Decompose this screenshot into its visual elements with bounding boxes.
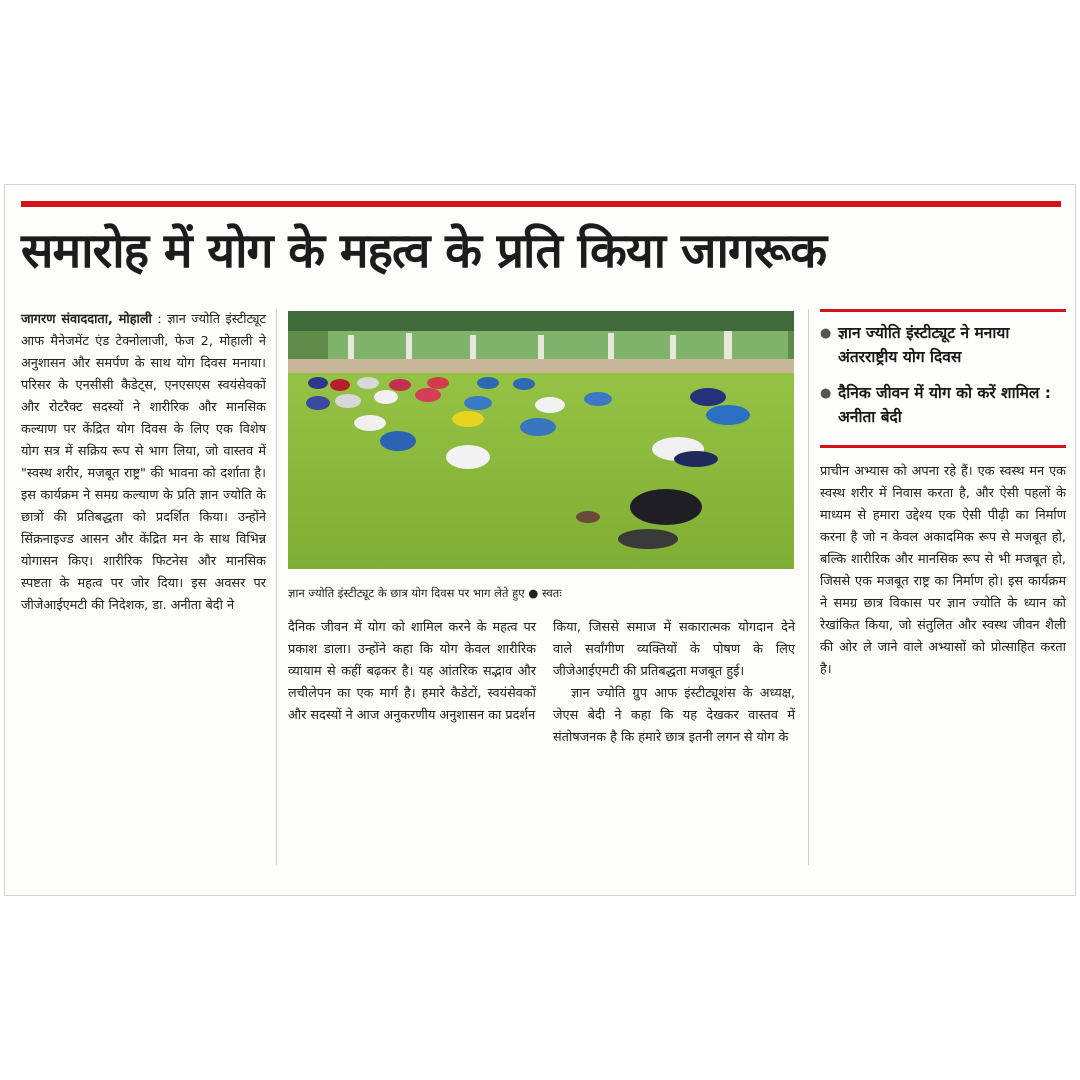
highlight-box-bottom-rule xyxy=(820,445,1066,448)
column-1-text: : ज्ञान ज्योति इंस्टीट्यूट आफ मैनेजमेंट एंड टेक्नोलाजी, फेज 2, मोहाली ने अनुशासन और समर्पण के साथ योग दिवस मनाया। परिसर के एनसीसी कैडेट्स, एनएसएस स्वयंसेवकों और रोटरैक्ट सदस्यों ने शारीरिक और मानसिक कल्याण पर केंद्रित योग दिवस के लिए एक विशेष योग सत्र में सक्रिय रूप से भाग लिया, जो वास्तव में "स्वस्थ शरीर, मजबूत राष्ट्र" की भावना को दर्शाता है। इस कार्यक्रम ने समग्र कल्याण के प्रति ज्ञान ज्योति के छात्रों की प्रतिबद्धता को प्रदर्शित किया। उन्होंने सिंक्रनाइज्ड आसन और केंद्रित मन के साथ विभिन्न योगासन किए। शारीरिक फिटनेस और मानसिक स्पष्टता के महत्व पर जोर दिया। इस अवसर पर जीजेआईएमटी की निदेशक, डा. अनीता बेदी ने xyxy=(21,312,266,613)
article-column-3 xyxy=(553,617,795,867)
highlight-item-1 xyxy=(820,321,1066,369)
headline: समारोह में योग के महत्व के प्रति किया जागरूक xyxy=(21,223,827,279)
column-3-paragraph-1: किया, जिससे समाज में सकारात्मक योगदान देने वाले सर्वांगीण व्यक्तियों के पोषण के लिए जीजेआईएमटी की प्रतिबद्धता मजबूत हुई। xyxy=(553,620,795,679)
highlight-item-2 xyxy=(820,381,1066,429)
byline: जागरण संवाददाता, मोहाली xyxy=(21,312,152,327)
bullet-icon: ● xyxy=(820,386,832,401)
highlight-1-text: ज्ञान ज्योति इंस्टीट्यूट ने मनाया अंतरराष्ट्रीय योग दिवस xyxy=(838,324,1010,366)
photo-caption: ज्ञान ज्योति इंस्टीट्यूट के छात्र योग दिवस पर भाग लेते हुए ● स्वतः xyxy=(288,586,562,600)
highlight-box-top-rule xyxy=(820,309,1066,312)
article-column-4 xyxy=(820,461,1066,861)
column-divider-right xyxy=(808,309,809,865)
bullet-icon: ● xyxy=(820,326,832,341)
article-column-1 xyxy=(21,309,266,869)
yoga-session-photo xyxy=(288,311,794,569)
top-red-rule xyxy=(21,201,1061,207)
yoga-photo-illustration xyxy=(288,311,794,569)
column-4-text: प्राचीन अभ्यास को अपना रहे हैं। एक स्वस्थ मन एक स्वस्थ शरीर में निवास करता है, और ऐसी पहलों के माध्यम से हमारा उद्देश्य एक ऐसी पीढ़ी का निर्माण करना है जो न केवल अकादमिक रूप से मजबूत हो, बल्कि शारीरिक और मानसिक रूप से भी मजबूत हो, जिससे एक मजबूत राष्ट्र का निर्माण हो। इस कार्यक्रम ने समग्र छात्र विकास पर ज्ञान ज्योति के ध्यान को रेखांकित किया, जो संतुलित और स्वस्थ जीवन शैली की ओर ले जाने वाले अभ्यासों को प्रोत्साहित करता है। xyxy=(820,464,1066,677)
highlight-2-text: दैनिक जीवन में योग को करें शामिल : अनीता बेदी xyxy=(838,384,1051,426)
column-3-paragraph-2: ज्ञान ज्योति ग्रुप आफ इंस्टीट्यूशंस के अध्यक्ष, जेएस बेदी ने कहा कि यह देखकर वास्तव में संतोषजनक है कि हमारे छात्र इतनी लगन से योग के xyxy=(553,686,795,745)
newspaper-clipping xyxy=(4,184,1076,896)
article-column-2 xyxy=(288,617,536,867)
column-divider xyxy=(276,309,277,865)
column-2-text: दैनिक जीवन में योग को शामिल करने के महत्व पर प्रकाश डाला। उन्होंने कहा कि योग केवल शारीरिक व्यायाम से कहीं बढ़कर है। यह आंतरिक सद्भाव और लचीलेपन का एक मार्ग है। हमारे कैडेटों, स्वयंसेवकों और सदस्यों ने आज अनुकरणीय अनुशासन का प्रदर्शन xyxy=(288,620,536,723)
